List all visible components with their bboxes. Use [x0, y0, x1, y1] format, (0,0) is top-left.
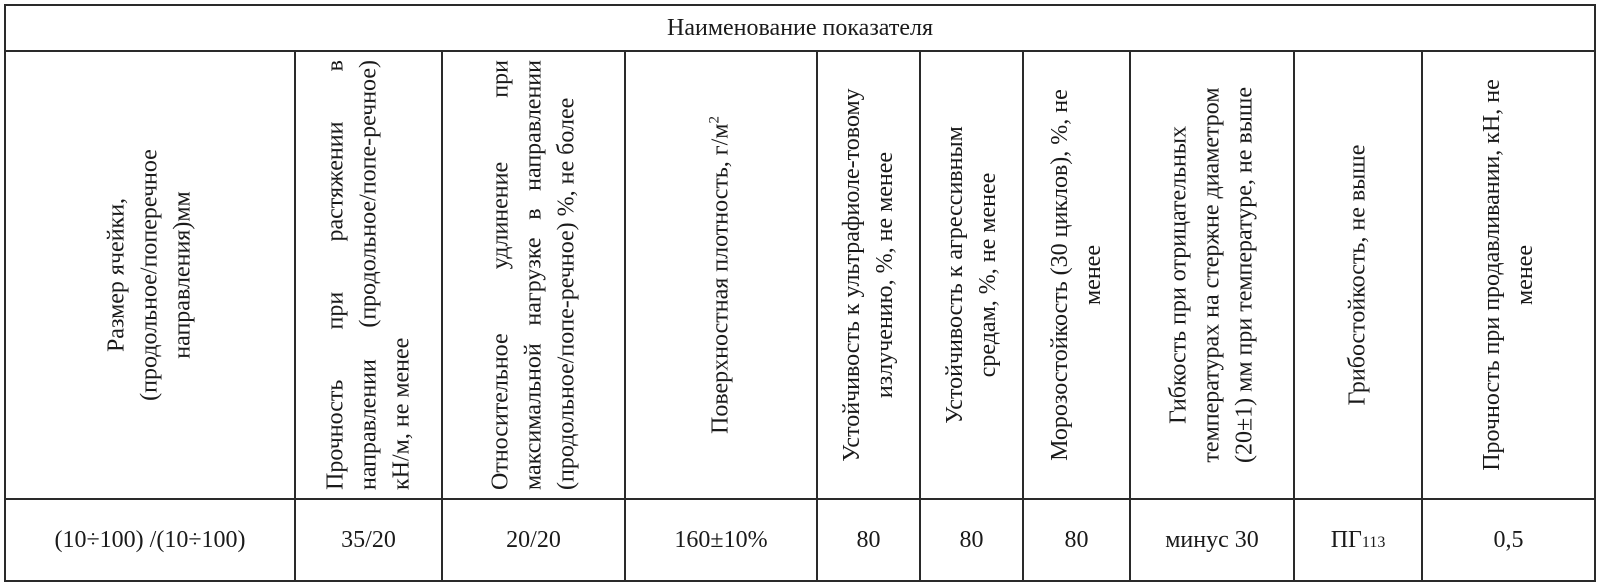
header-fungus-text: Грибостойкость, не выше: [1344, 144, 1371, 406]
value-size: (10÷100) /(10÷100): [5, 499, 295, 581]
header-density-sup: 2: [706, 116, 723, 124]
value-fungus: [1294, 499, 1422, 581]
header-cell-elongation: [442, 51, 625, 499]
value-fungus-suffix: 113: [1361, 533, 1386, 551]
header-uv-text: Устойчивость к ультрафиоле-товому излучению, %, не менее: [838, 88, 898, 462]
header-cell-tensile: [295, 51, 442, 499]
header-density-text: [704, 60, 737, 490]
header-size-line2: (продольное/поперечное: [136, 149, 163, 401]
header-cell-uv: [817, 51, 920, 499]
value-uv: 80: [817, 499, 920, 581]
value-aggressive: 80: [920, 499, 1023, 581]
header-elongation-text: Относительное удлинение при максимальной нагрузке в направлении (продольное/попе-речное) %, не более: [486, 60, 580, 490]
header-flex-text: Гибкость при отрицательных температурах на стержне диаметром (20±1) мм при температуре, не выше: [1165, 87, 1258, 463]
value-tensile: 35/20: [295, 499, 442, 581]
header-puncture-text: Прочность при продавливании, кН, не менее: [1478, 79, 1538, 471]
header-cell-aggressive: [920, 51, 1023, 499]
header-tensile-text: Прочность при растяжении в направлении (продольное/попе-речное) кН/м, не менее: [321, 60, 415, 490]
header-density-main: Поверхностная плотность, г/м: [707, 123, 734, 435]
header-size-line3: направления)мм: [169, 191, 196, 359]
table-title: Наименование показателя: [5, 5, 1595, 51]
header-cell-frost: [1023, 51, 1130, 499]
header-size-line1: Размер ячейки,: [103, 197, 130, 353]
value-elongation: 20/20: [442, 499, 625, 581]
value-flex: минус 30: [1130, 499, 1294, 581]
header-aggressive-text: Устойчивость к агрессивным средам, %, не менее: [941, 126, 1001, 424]
header-frost-text: Морозостойкость (30 циклов), %, не менее: [1046, 89, 1106, 461]
value-fungus-main: ПГ: [1330, 526, 1362, 553]
header-cell-puncture: [1422, 51, 1595, 499]
header-cell-density: [625, 51, 817, 499]
header-cell-flex: [1130, 51, 1294, 499]
header-cell-fungus: [1294, 51, 1422, 499]
value-density: 160±10%: [625, 499, 817, 581]
value-frost: 80: [1023, 499, 1130, 581]
header-cell-size: [5, 51, 295, 499]
value-puncture: 0,5: [1422, 499, 1595, 581]
indicator-table: [4, 4, 1596, 582]
